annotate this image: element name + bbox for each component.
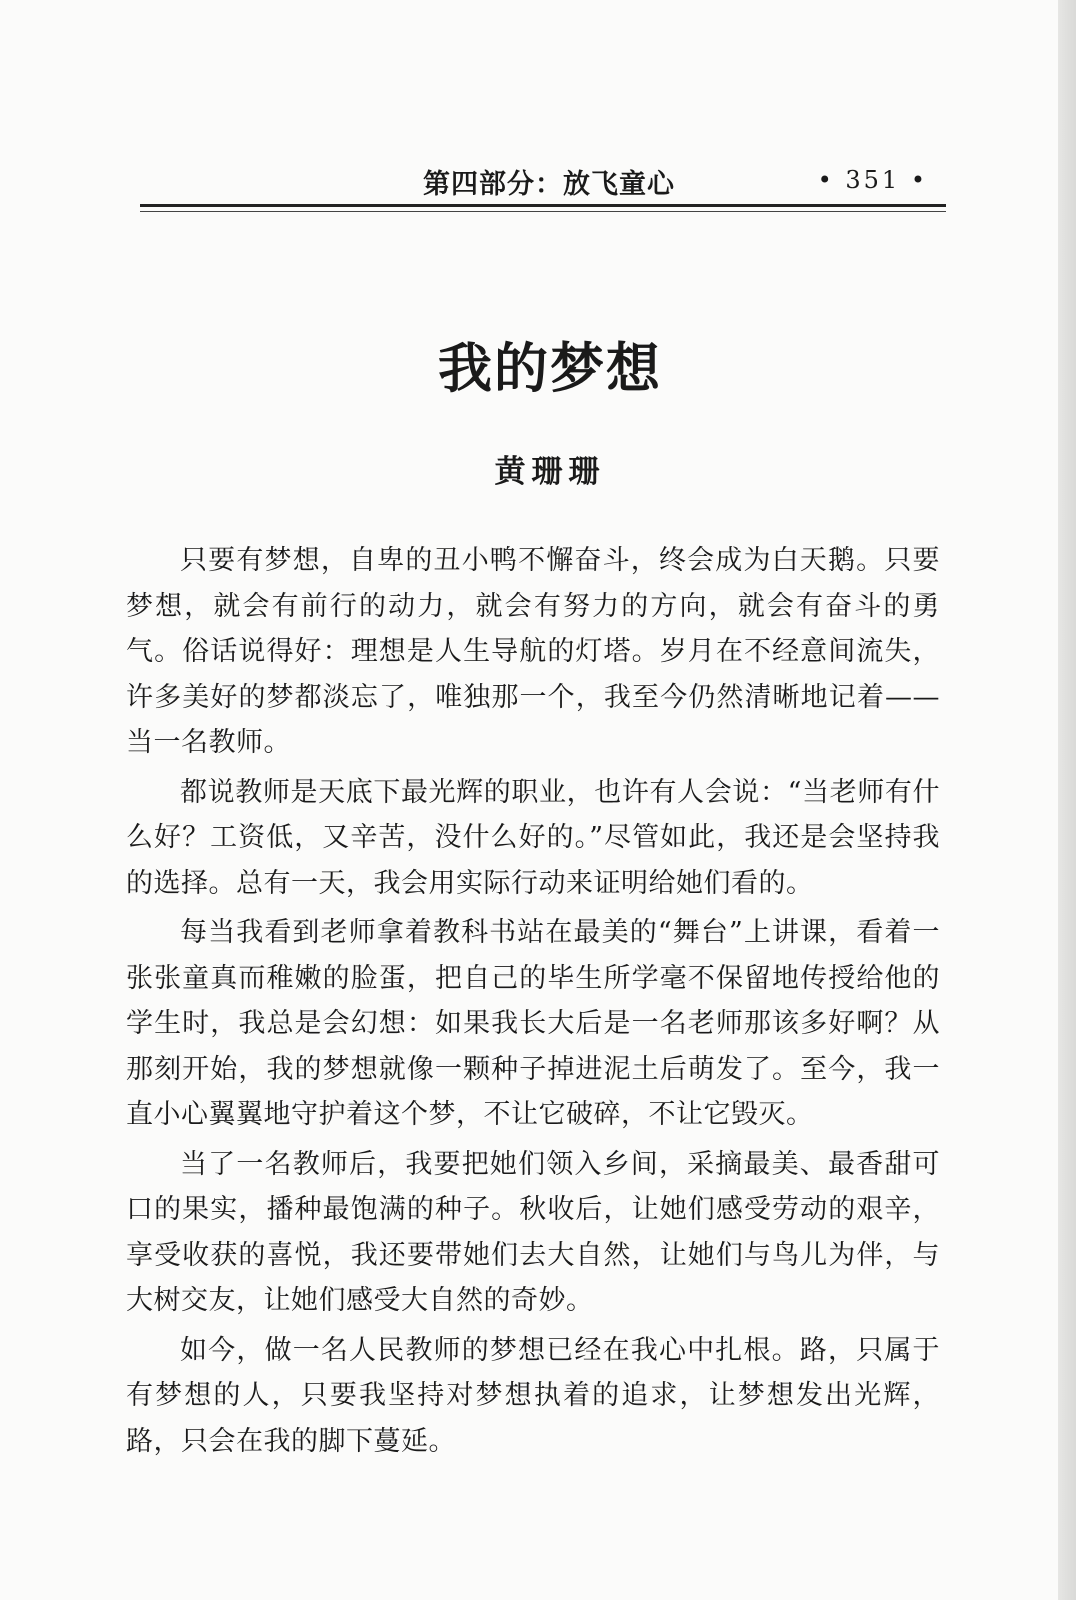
article-title: 我的梦想 (438, 337, 662, 400)
paragraph: 都说教师是天底下最光辉的职业，也许有人会说：“当老师有什么好？工资低，又辛苦，没什么好的。”尽管如此，我还是会坚持我的选择。总有一天，我会用实际行动来证明给她们看的。 (126, 776, 940, 899)
paragraph: 当了一名教师后，我要把她们领入乡间，采摘最美、最香甜可口的果实，播种最饱满的种子。秋收后，让她们感受劳动的艰辛，享受收获的喜悦，我还要带她们去大自然，让她们与鸟儿为伴，与大树交友，让她们感受大自然的奇妙。 (126, 1148, 940, 1316)
header-rule-thick (140, 204, 946, 207)
section-title: 第四部分：放飞童心 (423, 169, 675, 200)
paragraph: 每当我看到老师拿着教科书站在最美的“舞台”上讲课，看着一张张童真而稚嫩的脸蛋，把自己的毕生所学毫不保留地传授给他的学生时，我总是会幻想：如果我长大后是一名老师那该多好啊？从那刻开始，我的梦想就像一颗种子掉进泥土后萌发了。至今，我一直小心翼翼地守护着这个梦，不让它破碎，不让它毁灭。 (126, 917, 940, 1130)
header-rule-thin (140, 211, 946, 212)
article-body (126, 538, 940, 1468)
author-name: 黄珊珊 (494, 454, 606, 490)
paragraph: 如今，做一名人民教师的梦想已经在我心中扎根。路，只属于有梦想的人，只要我坚持对梦想执着的追求，让梦想发出光辉，路，只会在我的脚下蔓延。 (126, 1334, 940, 1457)
running-header (140, 160, 946, 200)
page-edge-shadow (1058, 0, 1076, 1600)
paragraph: 只要有梦想，自卑的丑小鸭不懈奋斗，终会成为白天鹅。只要梦想，就会有前行的动力，就会有努力的方向，就会有奋斗的勇气。俗话说得好：理想是人生导航的灯塔。岁月在不经意间流失，许多美好的梦都淡忘了，唯独那一个，我至今仍然清晰地记着——当一名教师。 (126, 545, 940, 758)
page-number: • 351 • (817, 166, 928, 194)
